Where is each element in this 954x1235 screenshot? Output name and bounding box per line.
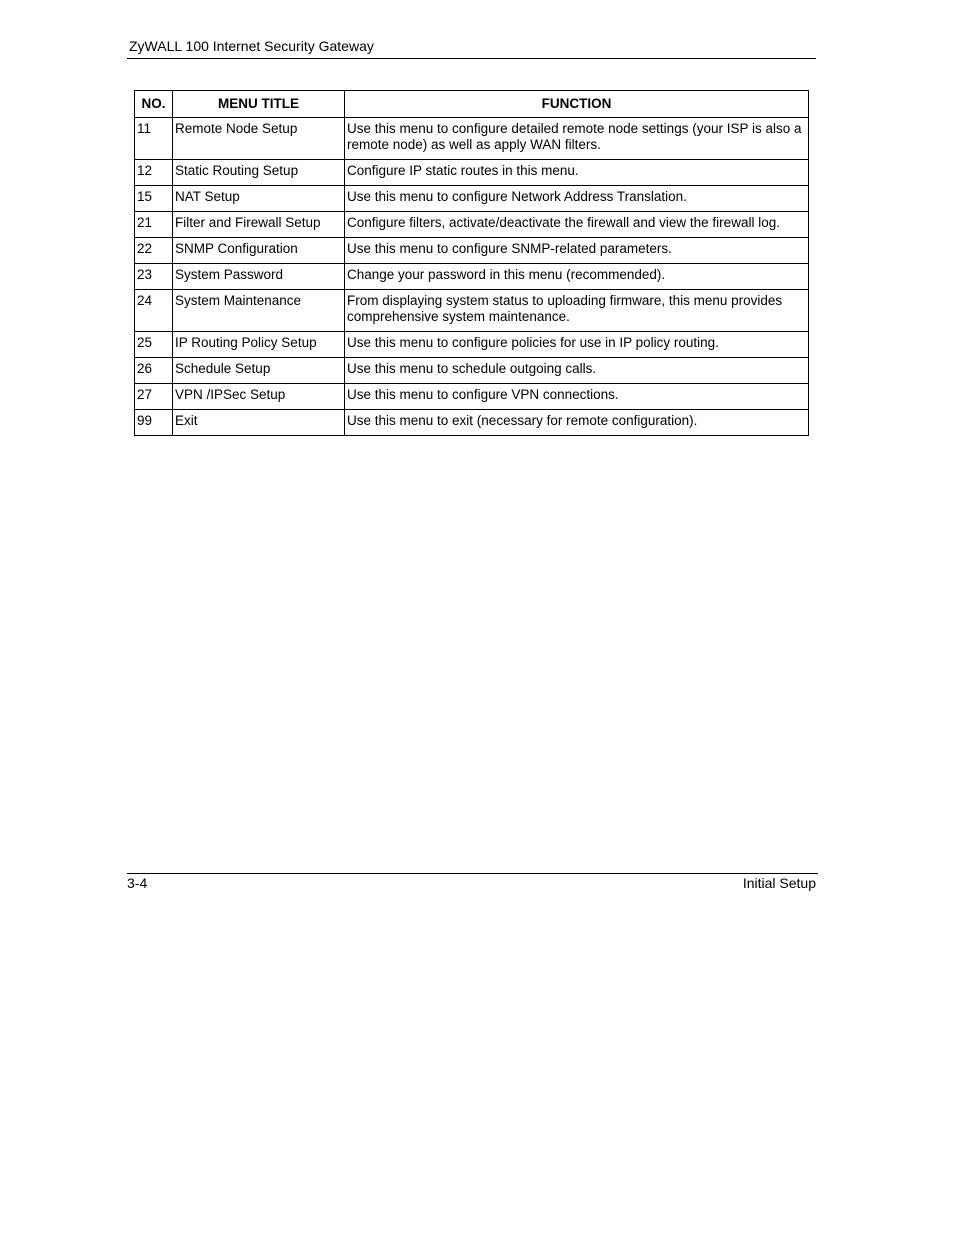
menu-number: 26 <box>135 358 173 384</box>
table-row <box>135 384 809 410</box>
table-row <box>135 264 809 290</box>
column-header-menu-title: MENU TITLE <box>173 91 345 118</box>
main-menu-summary-table <box>134 90 809 436</box>
footer-divider <box>127 873 818 874</box>
menu-number: 99 <box>135 410 173 436</box>
menu-function: Use this menu to configure policies for use in IP policy routing. <box>345 332 809 358</box>
header-divider <box>127 58 816 59</box>
menu-function: Use this menu to schedule outgoing calls. <box>345 358 809 384</box>
menu-function: Use this menu to exit (necessary for remote configuration). <box>345 410 809 436</box>
column-header-function: FUNCTION <box>345 91 809 118</box>
menu-title: Exit <box>173 410 345 436</box>
menu-title: System Password <box>173 264 345 290</box>
column-header-no: NO. <box>135 91 173 118</box>
menu-function: Use this menu to configure Network Address Translation. <box>345 186 809 212</box>
section-name: Initial Setup <box>742 875 816 891</box>
menu-function: Change your password in this menu (recommended). <box>345 264 809 290</box>
menu-function: From displaying system status to uploading firmware, this menu provides comprehensive system maintenance. <box>345 290 809 332</box>
menu-function: Use this menu to configure VPN connections. <box>345 384 809 410</box>
menu-number: 23 <box>135 264 173 290</box>
menu-number: 15 <box>135 186 173 212</box>
table-row <box>135 238 809 264</box>
table-row <box>135 118 809 160</box>
menu-function: Configure filters, activate/deactivate the firewall and view the firewall log. <box>345 212 809 238</box>
menu-title: Schedule Setup <box>173 358 345 384</box>
table-row <box>135 410 809 436</box>
menu-number: 24 <box>135 290 173 332</box>
menu-function: Use this menu to configure detailed remote node settings (your ISP is also a remote node) as well as apply WAN filters. <box>345 118 809 160</box>
menu-number: 27 <box>135 384 173 410</box>
table-row <box>135 358 809 384</box>
menu-title: IP Routing Policy Setup <box>173 332 345 358</box>
menu-function: Configure IP static routes in this menu. <box>345 160 809 186</box>
menu-number: 12 <box>135 160 173 186</box>
menu-title: NAT Setup <box>173 186 345 212</box>
table-row <box>135 332 809 358</box>
menu-function: Use this menu to configure SNMP-related parameters. <box>345 238 809 264</box>
table-header-row <box>135 91 809 118</box>
menu-title: System Maintenance <box>173 290 345 332</box>
menu-number: 11 <box>135 118 173 160</box>
table-row <box>135 290 809 332</box>
menu-number: 22 <box>135 238 173 264</box>
menu-number: 25 <box>135 332 173 358</box>
page-number: 3-4 <box>127 875 148 891</box>
table-row <box>135 160 809 186</box>
running-header-title: ZyWALL 100 Internet Security Gateway <box>129 38 374 54</box>
menu-title: VPN /IPSec Setup <box>173 384 345 410</box>
menu-title: Remote Node Setup <box>173 118 345 160</box>
menu-title: Static Routing Setup <box>173 160 345 186</box>
menu-number: 21 <box>135 212 173 238</box>
table-row <box>135 212 809 238</box>
menu-title: SNMP Configuration <box>173 238 345 264</box>
menu-title: Filter and Firewall Setup <box>173 212 345 238</box>
table-row <box>135 186 809 212</box>
